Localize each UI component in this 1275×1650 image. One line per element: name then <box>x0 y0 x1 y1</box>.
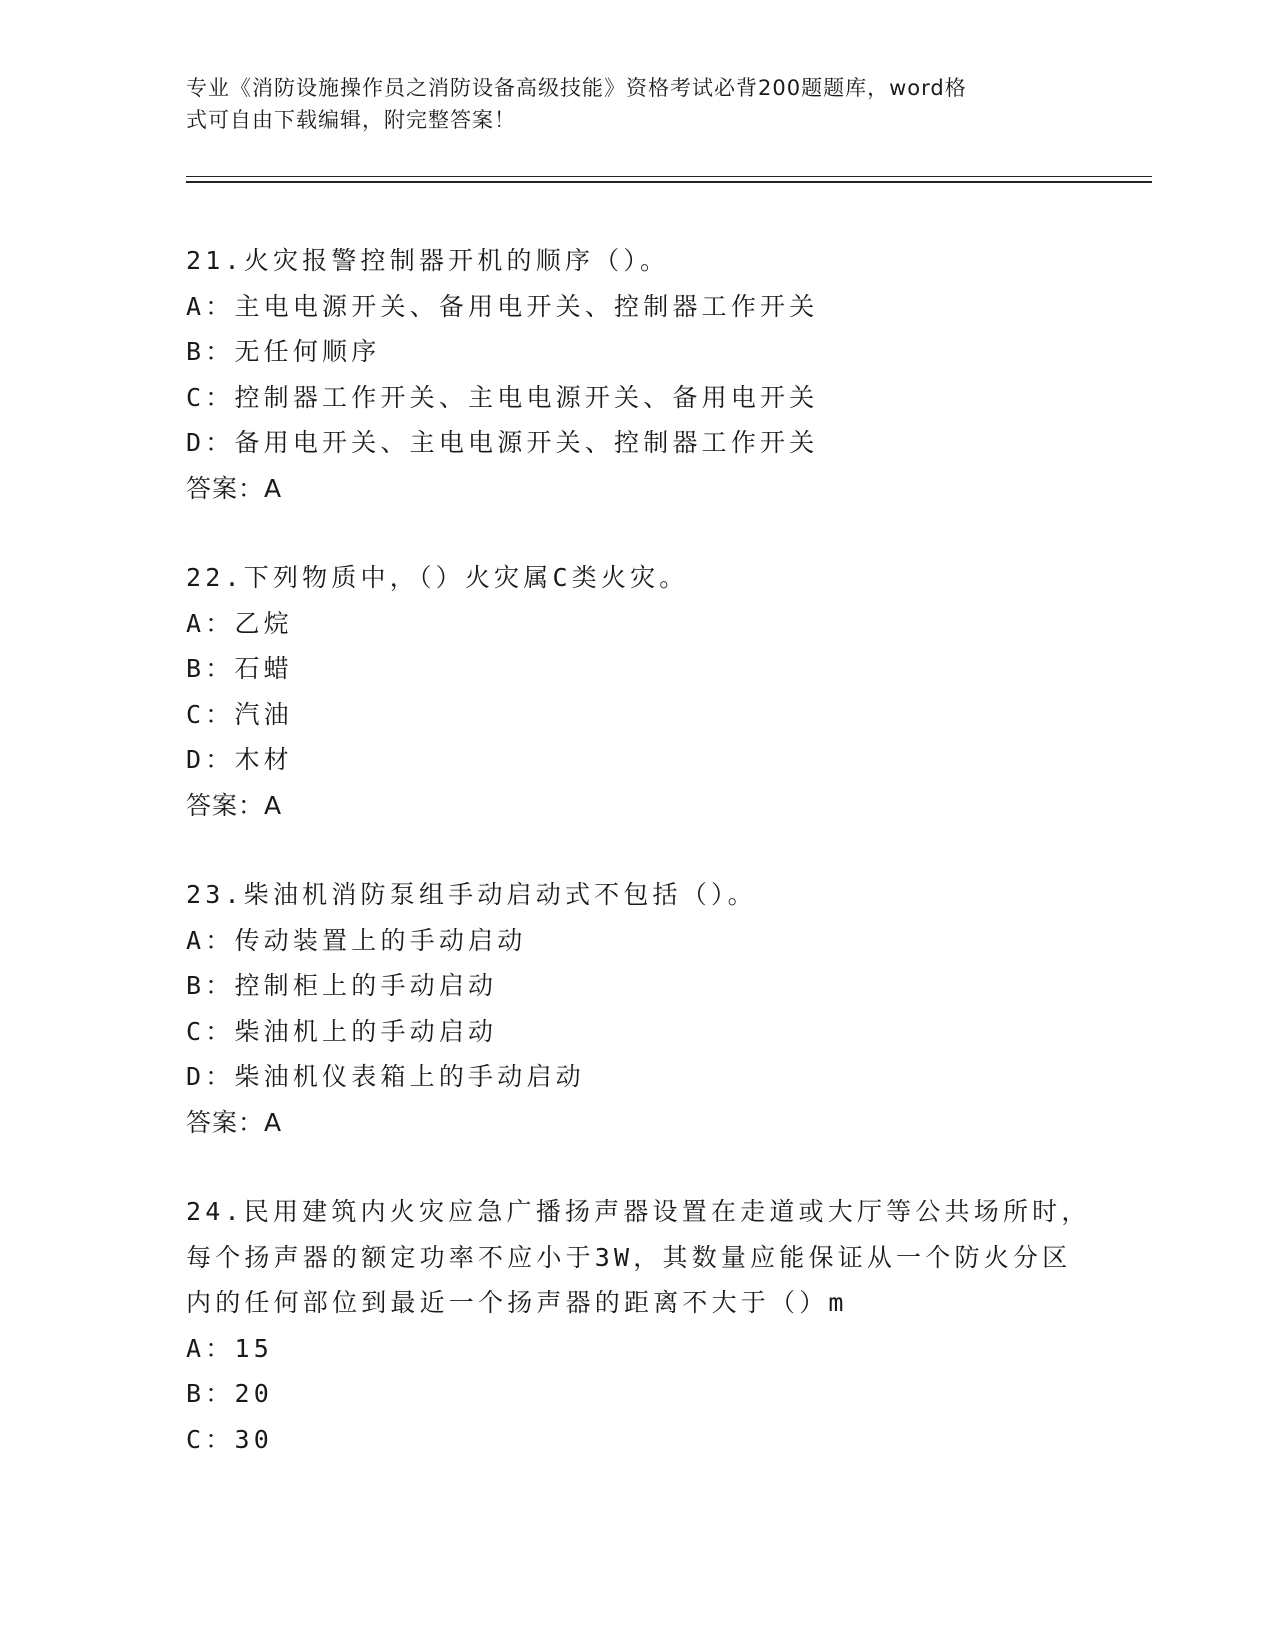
header-line-2: 式可自由下载编辑，附完整答案！ <box>186 108 516 132</box>
option-c: C：30 <box>186 1424 273 1454</box>
question-21 <box>186 238 1086 511</box>
option-a: A：传动装置上的手动启动 <box>186 925 527 955</box>
option-c: C：汽油 <box>186 699 293 729</box>
question-24 <box>186 1189 1091 1462</box>
option-c: C：柴油机上的手动启动 <box>186 1016 498 1046</box>
option-b: B：控制柜上的手动启动 <box>186 971 498 1000</box>
question-stem <box>186 555 1086 601</box>
question-stem-line: 每个扬声器的额定功率不应小于3W，其数量应能保证从一个防火分区 <box>186 1242 1072 1272</box>
header-line-1: 专业《消防设施操作员之消防设备高级技能》资格考试必背200题题库，word格 <box>186 76 967 100</box>
option-c: C：控制器工作开关、主电电源开关、备用电开关 <box>186 382 819 412</box>
question-list <box>186 238 1091 1506</box>
question-22 <box>186 555 1086 828</box>
question-stem-line: 内的任何部位到最近一个扬声器的距离不大于（）m <box>186 1288 848 1317</box>
question-stem-line: 23.柴油机消防泵组手动启动式不包括（）。 <box>186 880 757 909</box>
option-b: B：20 <box>186 1379 273 1408</box>
header-divider-thin <box>186 176 1152 177</box>
option-d: D：备用电开关、主电电源开关、控制器工作开关 <box>186 428 819 457</box>
header-divider-thick <box>186 181 1152 183</box>
question-stem-line: 24.民用建筑内火灾应急广播扬声器设置在走道或大厅等公共场所时， <box>186 1197 1091 1226</box>
question-stem <box>186 872 1086 918</box>
question-stem-line: 21.火灾报警控制器开机的顺序（）。 <box>186 246 670 275</box>
option-b: B：石蜡 <box>186 654 293 683</box>
question-stem-line: 22.下列物质中，（）火灾属C类火灾。 <box>186 563 689 592</box>
option-d: D：柴油机仪表箱上的手动启动 <box>186 1062 585 1091</box>
document-header <box>186 72 1066 136</box>
option-a: A：15 <box>186 1333 273 1363</box>
option-a: A：主电电源开关、备用电开关、控制器工作开关 <box>186 291 819 321</box>
option-b: B：无任何顺序 <box>186 337 381 366</box>
answer-label: 答案：A <box>186 473 283 503</box>
answer-label: 答案：A <box>186 1107 283 1137</box>
question-stem <box>186 238 1086 284</box>
option-d: D：木材 <box>186 745 293 774</box>
question-23 <box>186 872 1086 1145</box>
question-stem <box>186 1189 1091 1326</box>
answer-label: 答案：A <box>186 790 283 820</box>
option-a: A：乙烷 <box>186 608 293 638</box>
